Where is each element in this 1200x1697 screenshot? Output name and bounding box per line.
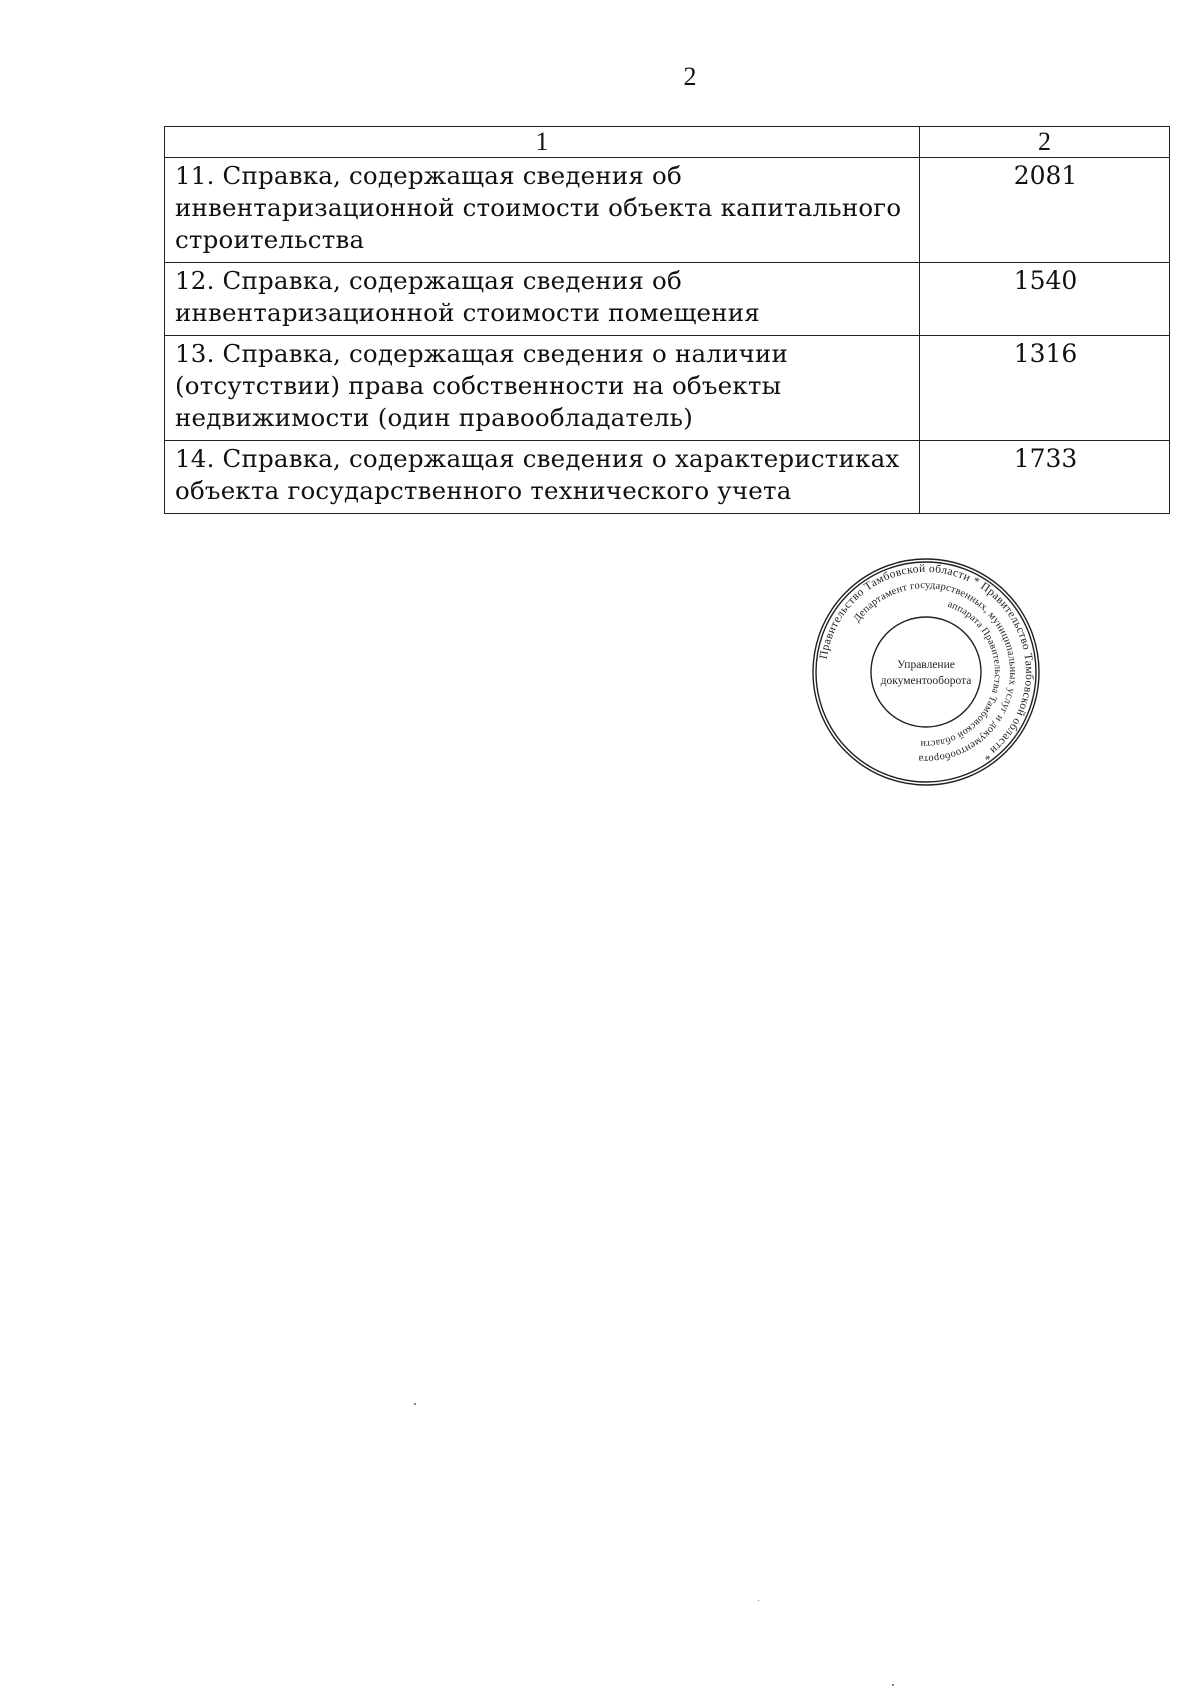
service-price: 1316 <box>920 336 1170 441</box>
stamp-inner-text: аппарата Правительства Тамбовской области <box>920 598 1004 750</box>
service-description: 11. Справка, содержащая сведения об инвентаризационной стоимости объекта капитального строительства <box>165 158 920 263</box>
stamp-center-border <box>871 617 981 727</box>
service-description: 14. Справка, содержащая сведения о характеристиках объекта государственного технического учета <box>165 441 920 514</box>
service-description: 13. Справка, содержащая сведения о наличии (отсутствии) права собственности на объекты недвижимости (один правообладатель) <box>165 336 920 441</box>
scan-speck <box>892 1684 894 1686</box>
table-header-row <box>165 127 1170 158</box>
stamp-center-line-2: документооборота <box>880 675 972 687</box>
table-row <box>165 263 1170 336</box>
table-row <box>165 336 1170 441</box>
price-table <box>164 126 1170 514</box>
stamp-center-line-1: Управление <box>897 659 955 671</box>
service-price: 1540 <box>920 263 1170 336</box>
service-price: 1733 <box>920 441 1170 514</box>
official-stamp <box>810 556 1042 788</box>
column-header-1: 1 <box>165 127 920 158</box>
table-row <box>165 441 1170 514</box>
stamp-outer-text: Правительство Тамбовской области * Правительство Тамбовской области * <box>817 562 1036 763</box>
stamp-middle-text: Департамент государственных, муниципальных услуг и документооборота <box>851 579 1019 765</box>
service-description: 12. Справка, содержащая сведения об инвентаризационной стоимости помещения <box>165 263 920 336</box>
column-header-2: 2 <box>920 127 1170 158</box>
table-row <box>165 158 1170 263</box>
service-price: 2081 <box>920 158 1170 263</box>
scan-speck <box>758 1600 759 1601</box>
scan-speck <box>414 1403 416 1405</box>
page-number: 2 <box>683 62 697 91</box>
stamp-outer-border <box>813 559 1039 785</box>
